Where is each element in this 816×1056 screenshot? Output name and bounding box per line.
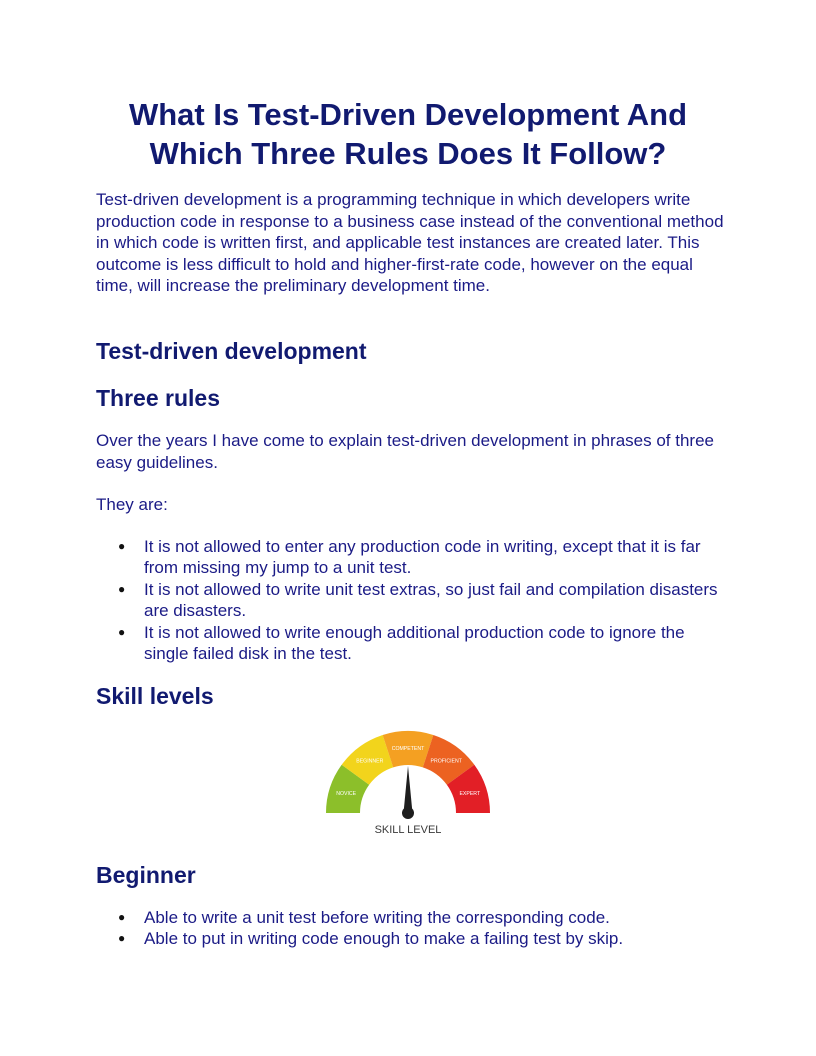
heading-beginner: Beginner bbox=[96, 862, 196, 888]
page-title: What Is Test-Driven Development And Which Three Rules Does It Follow? bbox=[128, 97, 688, 171]
intro-paragraph: Test-driven development is a programming technique in which developers write production code in response to a business case instead of the conventional method in which code is written first, and applicable test instances are created later. This outcome is less difficult to hold and higher-first-rate code, however on the equal time, will increase the preliminary development time. bbox=[96, 190, 724, 296]
list-item-text: Able to put in writing code enough to make a failing test by skip. bbox=[144, 929, 624, 949]
rules-list bbox=[96, 536, 726, 664]
gauge-label-competent: COMPETENT bbox=[391, 746, 425, 752]
list-item bbox=[96, 536, 726, 579]
list-item bbox=[96, 928, 726, 949]
bullet-icon: ● bbox=[118, 624, 126, 639]
heading-skill-levels: Skill levels bbox=[96, 683, 214, 709]
list-item-text: Able to write a unit test before writing the corresponding code. bbox=[144, 908, 610, 927]
list-item bbox=[96, 907, 726, 928]
gauge-label-beginner: BEGINNER bbox=[356, 758, 384, 765]
list-item-text: It is not allowed to enter any production code in writing, except that it is far from missing my jump to a unit test. bbox=[144, 537, 701, 578]
gauge-hub bbox=[402, 807, 414, 819]
list-item bbox=[96, 622, 726, 665]
bullet-icon: ● bbox=[118, 539, 126, 553]
gauge-label-expert: EXPERT bbox=[459, 790, 481, 797]
bullet-icon: ● bbox=[118, 910, 126, 924]
heading-tdd: Test-driven development bbox=[96, 338, 367, 364]
bullet-icon: ● bbox=[118, 931, 126, 946]
gauge-label-proficient: PROFICIENT bbox=[430, 758, 462, 765]
rules-intro-paragraph: Over the years I have come to explain test-driven development in phrases of three easy guidelines. bbox=[96, 431, 714, 472]
gauge-caption: SKILL LEVEL bbox=[374, 824, 442, 836]
list-item-text: It is not allowed to write unit test extras, so just fail and compilation disasters are disasters. bbox=[144, 579, 718, 621]
they-are-text: They are: bbox=[96, 495, 168, 514]
bullet-icon: ● bbox=[118, 581, 126, 596]
list-item-text: It is not allowed to write enough additional production code to ignore the single failed disk in the test. bbox=[144, 622, 685, 664]
skill-level-gauge bbox=[326, 730, 490, 840]
gauge-needle-icon bbox=[404, 766, 413, 813]
beginner-list bbox=[96, 907, 726, 950]
heading-three-rules: Three rules bbox=[96, 385, 220, 411]
list-item bbox=[96, 579, 726, 622]
gauge-label-novice: NOVICE bbox=[336, 790, 357, 797]
